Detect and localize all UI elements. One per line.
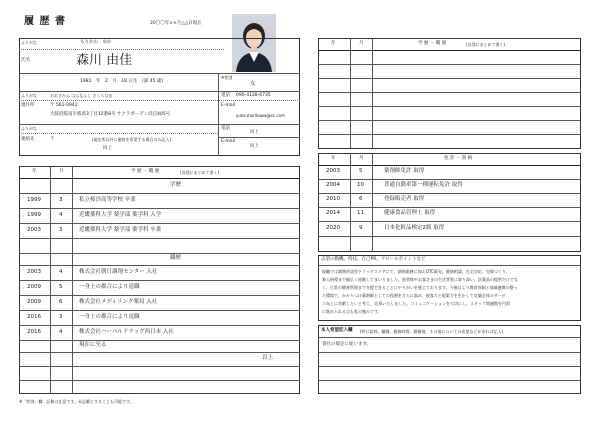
license-month: 6 xyxy=(359,196,363,202)
education-month: 3 xyxy=(59,197,63,203)
work-year: 2016 xyxy=(27,329,41,335)
email-label: E-mail xyxy=(221,103,236,108)
history-continued-col-month: 月 xyxy=(359,41,364,46)
resume-title: 履 歴 書 xyxy=(24,16,66,27)
contact-email-label: E-mail xyxy=(221,139,236,144)
history-col-month: 月 xyxy=(59,169,64,174)
license-year: 2014 xyxy=(326,210,340,216)
motivation-line: 現職では調剤併設型ドラッグストアにて、調剤業務に加えOTC販売、健康相談、在宅対応、売場づくり、 xyxy=(322,269,510,274)
history-col-title: 学 歴 ・ 職 歴 xyxy=(131,169,160,174)
contact-email-same: 同上 xyxy=(250,144,259,149)
license-year: 2004 xyxy=(326,182,340,188)
work-text: 一身上の都合により退職 xyxy=(79,314,140,320)
contact-address-same: 同上 xyxy=(103,146,112,151)
address-furigana-label: ふりがな xyxy=(21,93,37,98)
education-year: 1999 xyxy=(27,212,41,218)
license-month: 5 xyxy=(359,168,363,174)
contact-tel-same: 同上 xyxy=(250,130,259,135)
motivation-title: 志望の動機、特技、自己PR、アピールポイントなど xyxy=(321,257,426,262)
address-label: 現住所 xyxy=(21,103,35,108)
work-month: 4 xyxy=(59,269,63,275)
license-year: 2010 xyxy=(326,196,340,202)
work-text: 株式会社ハーバルドラッグ西日本 入社 xyxy=(79,329,174,335)
contact-postal: 〒 xyxy=(50,137,55,142)
work-month: 3 xyxy=(59,314,63,320)
license-month: 9 xyxy=(359,225,363,231)
history-continued-col-note: (各別にまとめて書く) xyxy=(466,42,506,47)
tel-label: 電話 xyxy=(221,93,230,98)
motivation-line: た環境で、かかりつけ薬剤師としての役割をさらに高め、接客力と提案力を生かして店舗全体のサービ xyxy=(322,293,506,298)
work-year: 2016 xyxy=(27,314,41,320)
work-year: 2009 xyxy=(27,299,41,305)
history-continued-table xyxy=(318,38,581,149)
work-year: 2009 xyxy=(27,284,41,290)
history-col-year: 年 xyxy=(32,169,37,174)
motivation-line: 新人指導まで幅広く経験してまいりました。患者様やお客さまの生活背景に寄り添い、医薬品の提供だけでな xyxy=(322,277,518,282)
history-col-note: (各別にまとめて書く) xyxy=(180,170,220,175)
education-month: 4 xyxy=(59,212,63,218)
tel-value: 090-4128-6735 xyxy=(236,93,271,98)
work-text: 株式会社メディリンク薬局 入社 xyxy=(79,299,158,305)
education-text: 近畿薬科大学 薬学部 薬学科 入学 xyxy=(79,212,162,218)
email-value[interactable]: yuka.morikawa@ec.com xyxy=(236,113,285,118)
current-status: 現在に至る xyxy=(79,342,107,348)
education-year: 2003 xyxy=(27,227,41,233)
education-text: 私立桜沙高等学校 卒業 xyxy=(79,197,136,203)
motivation-line: ス向上に貢献したいと考え、応募いたしました。コミュニケーションを大切にし、スタッフ間連携を円滑 xyxy=(322,301,510,306)
address-postal: 〒 561-0942 xyxy=(50,103,78,108)
history-continued-col-title: 学 歴 ・ 職 歴 xyxy=(418,41,447,46)
education-heading: 学歴 xyxy=(170,182,182,188)
work-month: 5 xyxy=(59,284,63,290)
gender-footnote: ※「性別」欄：記載は任意です。未記載とすることも可能です。 xyxy=(19,399,134,404)
birth-date: 1981 年 2 月 18 日生 (満 45 歳) xyxy=(80,79,164,84)
work-heading: 職歴 xyxy=(170,255,182,261)
requests-block xyxy=(318,325,581,394)
history-end: 以上 xyxy=(262,355,274,361)
address-furigana: おおさかふ はんなんし さくらはま xyxy=(50,93,113,98)
education-month: 3 xyxy=(59,227,63,233)
licenses-table xyxy=(318,153,581,252)
requests-title-note: (特に給料、職種、勤務時間、勤務地、その他についての希望などがあれば記入) xyxy=(360,329,504,334)
contact-label: 連絡先 xyxy=(21,137,35,142)
name-label: 氏名 xyxy=(21,58,30,63)
requests-text: 貴社の規定に従います。 xyxy=(322,342,372,347)
license-month: 11 xyxy=(357,210,364,216)
license-year: 2020 xyxy=(326,225,340,231)
resume-date: 20〇〇年××月△△日現在 xyxy=(150,21,202,26)
requests-title: 本人希望記入欄 xyxy=(321,328,353,333)
education-year: 1999 xyxy=(27,197,41,203)
contact-note: (現住所以外に連絡を希望する場合のみ記入) xyxy=(92,137,172,142)
work-month: 6 xyxy=(59,299,63,305)
furigana-label: ふりがな xyxy=(21,40,37,45)
education-text: 近畿薬科大学 薬学部 薬学科 卒業 xyxy=(79,227,162,233)
license-year: 2003 xyxy=(326,168,340,174)
motivation-line: に進められる点も私の強みです。 xyxy=(322,309,382,314)
history-continued-col-year: 年 xyxy=(331,41,336,46)
license-text: 健康食品管理士 取得 xyxy=(384,210,436,216)
work-text: 一身上の都合により退職 xyxy=(79,284,140,290)
licenses-col-title: 免 許 ・ 資 格 xyxy=(444,156,473,161)
furigana-value: もりかわ ゆか xyxy=(80,40,112,45)
address-line: 大阪府阪南市桜浜3丁目12番8号 サクラガーデン浜辺405号 xyxy=(50,112,171,117)
work-month: 4 xyxy=(59,329,63,335)
license-text: 登録販売者 取得 xyxy=(384,196,425,202)
work-text: 株式会社朝日調剤センター 入社 xyxy=(79,269,158,275)
contact-tel-label: 電話 xyxy=(221,126,230,131)
full-name: 森川 由佳 xyxy=(76,53,133,68)
licenses-col-year: 年 xyxy=(331,156,336,161)
gender-value: 女 xyxy=(250,81,256,87)
gender-label: ※性別 xyxy=(221,75,233,80)
license-month: 10 xyxy=(357,182,364,188)
licenses-col-month: 月 xyxy=(359,156,364,161)
contact-furigana-label: ふりがな xyxy=(21,126,37,131)
license-text: 薬剤師免許 取得 xyxy=(384,168,425,174)
work-year: 2003 xyxy=(27,269,41,275)
license-text: 日本化粧品検定2級 取得 xyxy=(384,225,445,231)
motivation-line: く、日常の健康管理まで支援できることにやりがいを感じております。今後はより教育体制と地域連携の整っ xyxy=(322,285,518,290)
license-text: 普通自動車第一種運転免許 取得 xyxy=(384,182,463,188)
